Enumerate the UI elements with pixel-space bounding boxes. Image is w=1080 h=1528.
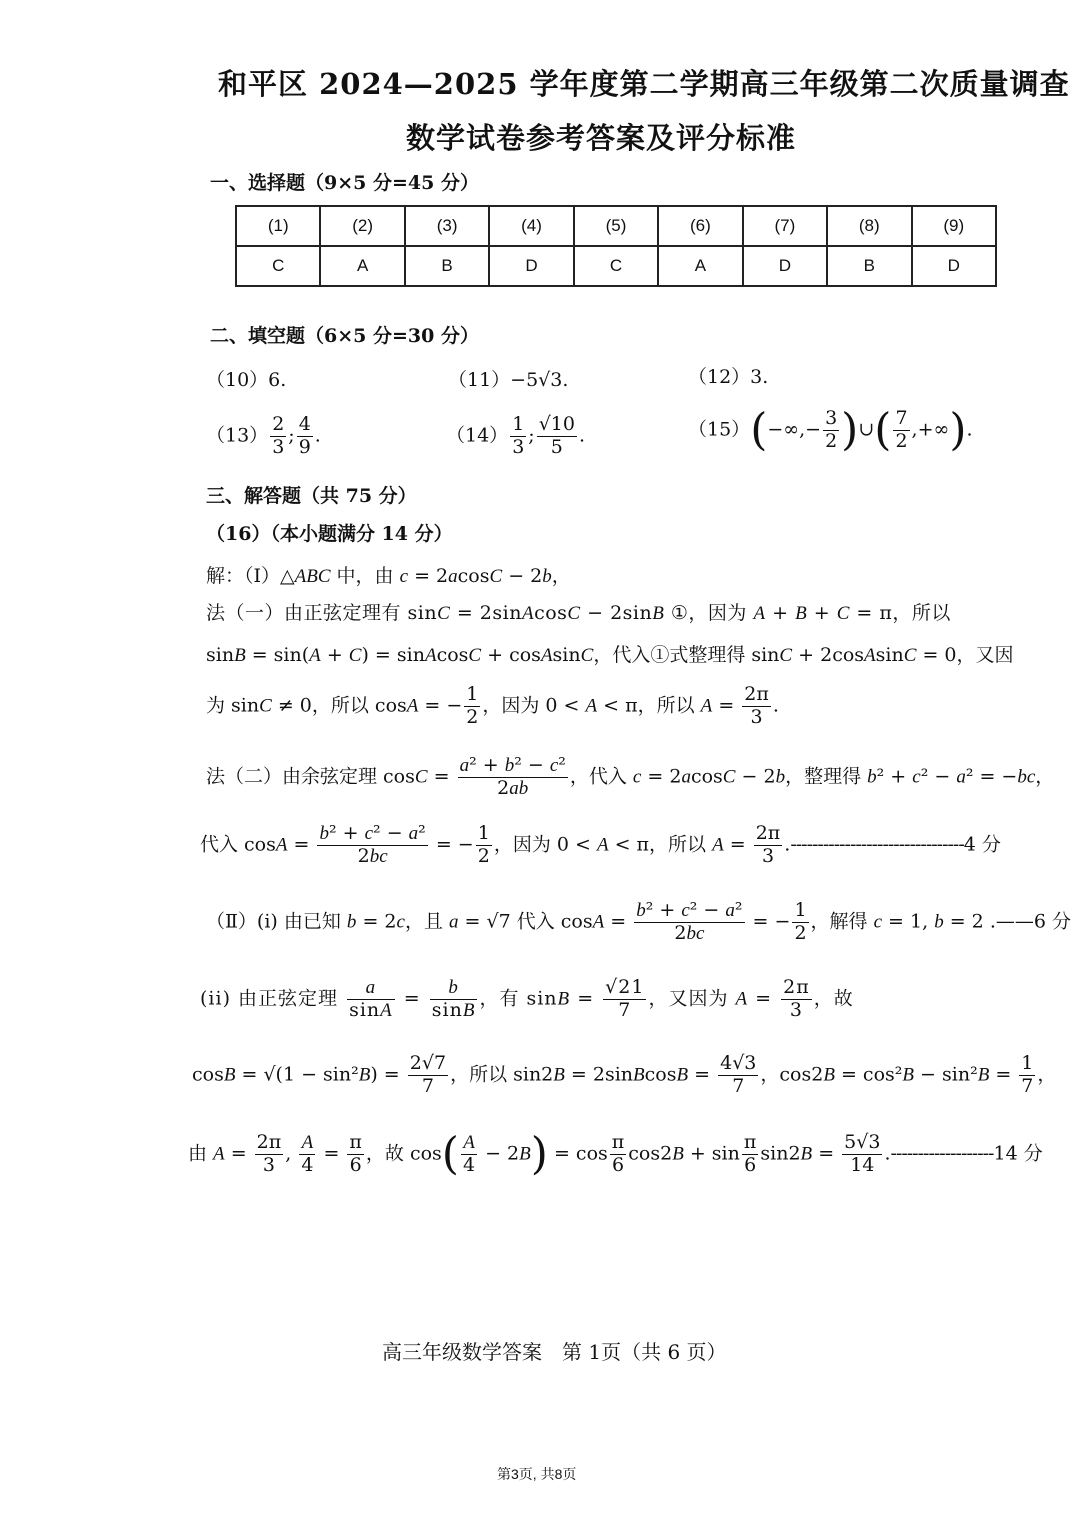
table-cell: (9) [912, 206, 997, 246]
table-row-numbers [236, 206, 996, 246]
section-solve-heading: 三、解答题（共 75 分） [206, 485, 417, 507]
table-cell: (3) [405, 206, 489, 246]
solution-part2-ii-line2: cosB = √(1 − sin²B) = $\frac{2√7}{7}$ ，所以 sin2B = 2sinBcosB = $\frac{4√3}{7}$ ，cos2B = cos²B − sin²B = $\frac{1}{7}$ ， [192, 1052, 1057, 1097]
score-6: 6 分 [1033, 910, 1071, 933]
answer-q15: （15）(−∞,− $\frac{3}{2}$ )∪( $\frac{7}{2}$ ,+∞). [688, 404, 973, 456]
section-choice-heading: 一、选择题（9×5 分=45 分） [210, 172, 479, 194]
page-title: 和平区 2024—2025 学年度第二学期高三年级第二次质量调查 [218, 67, 1070, 101]
answer-q13: （13） $\frac{2}{3}$ ; $\frac{4}{9}$ . [206, 413, 321, 458]
solution-method1-line2: sinB = sin(A + C) = sinAcosC + cosAsinC，代入①式整理得 sinC + 2cosAsinC = 0，又因 [206, 644, 1014, 666]
table-cell: (8) [827, 206, 911, 246]
solution-part2-i: （Ⅱ）(i) 由已知 b = 2c，且 a = √7 代入 cosA = $\frac{\text{b² + c² − a²}}{2bc}$ = − $\frac{1}{2}$ ，解得 c = 1, b = 2 .——6 分 [206, 899, 1071, 944]
table-cell: C [574, 246, 658, 286]
solution-method1-line1: 法（一）由正弦定理有 sinC = 2sinAcosC − 2sinB ①，因为 A + B + C = π，所以 [206, 602, 951, 624]
score-4: 4 分 [963, 833, 1001, 856]
page-number: 第3页, 共8页 [497, 1466, 577, 1482]
page-subtitle: 数学试卷参考答案及评分标准 [406, 121, 797, 155]
solution-method2-line1: 法（二）由余弦定理 cosC = $\frac{\text{a² + b² − c²}}{2ab}$ ，代入 c = 2acosC − 2b，整理得 b² + c² − a² = −bc， [206, 754, 1055, 799]
table-cell: (1) [236, 206, 320, 246]
answer-q12: （12）3. [688, 366, 769, 388]
table-cell: (7) [743, 206, 827, 246]
table-cell: C [236, 246, 320, 286]
solution-part2-ii-line3: 由 A = $\frac{2\pi}{3}$ , $\frac{A}{4}$ = $\frac{\pi}{6}$ ，故 cos( $\frac{A}{4}$ − 2B) = cos $\frac{\pi}{6}$ cos2B + sin $\frac{\pi}{6}$ sin2B = $\frac{5√3}{14}$ .-------------------14 分 [188, 1128, 1043, 1180]
answer-q15-label: （15） [688, 418, 751, 441]
score-14: 14 分 [993, 1142, 1043, 1165]
choice-answer-table [235, 205, 997, 287]
question-16-heading: （16）（本小题满分 14 分） [206, 523, 453, 545]
table-cell: D [489, 246, 573, 286]
page-footer: 高三年级数学答案 第 1页（共 6 页） [382, 1340, 727, 1364]
section-fill-heading: 二、填空题（6×5 分=30 分） [210, 325, 479, 347]
solution-line-1: 解：（Ⅰ）△ABC 中，由 c = 2acosC − 2b， [206, 565, 571, 587]
table-row-answers [236, 246, 996, 286]
table-cell: (5) [574, 206, 658, 246]
solution-method1-line3: 为 sinC ≠ 0，所以 cosA = − $\frac{1}{2}$ ，因为 0 < A < π，所以 A = $\frac{2\pi}{3}$ . [206, 683, 779, 728]
answer-q14: （14） $\frac{1}{3}$ ; $\frac{√10}{5}$ . [446, 413, 586, 458]
answer-q14-label: （14） [446, 424, 509, 447]
table-cell: (4) [489, 206, 573, 246]
answer-q13-label: （13） [206, 424, 269, 447]
table-cell: A [320, 246, 404, 286]
table-cell: D [743, 246, 827, 286]
answer-q10: （10）6. [206, 369, 287, 391]
table-cell: (2) [320, 206, 404, 246]
solution-method2-line2: 代入 cosA = $\frac{\text{b² + c² − a²}}{2bc}$ = − $\frac{1}{2}$ ，因为 0 < A < π，所以 A = $\frac{2\pi}{3}$ .--------------------------------4 分 [200, 822, 1001, 867]
table-cell: A [658, 246, 742, 286]
table-cell: D [912, 246, 997, 286]
table-cell: B [827, 246, 911, 286]
table-cell: B [405, 246, 489, 286]
answer-q11: （11）−5√3. [448, 369, 569, 391]
table-cell: (6) [658, 206, 742, 246]
solution-part2-ii-line1: (ii) 由正弦定理 $\frac{a}{\sin A}$ = $\frac{b}{\sin B}$ ，有 sinB = $\frac{√21}{7}$ ，又因为 A = $\frac{2\pi}{3}$ ，故 [200, 976, 854, 1021]
